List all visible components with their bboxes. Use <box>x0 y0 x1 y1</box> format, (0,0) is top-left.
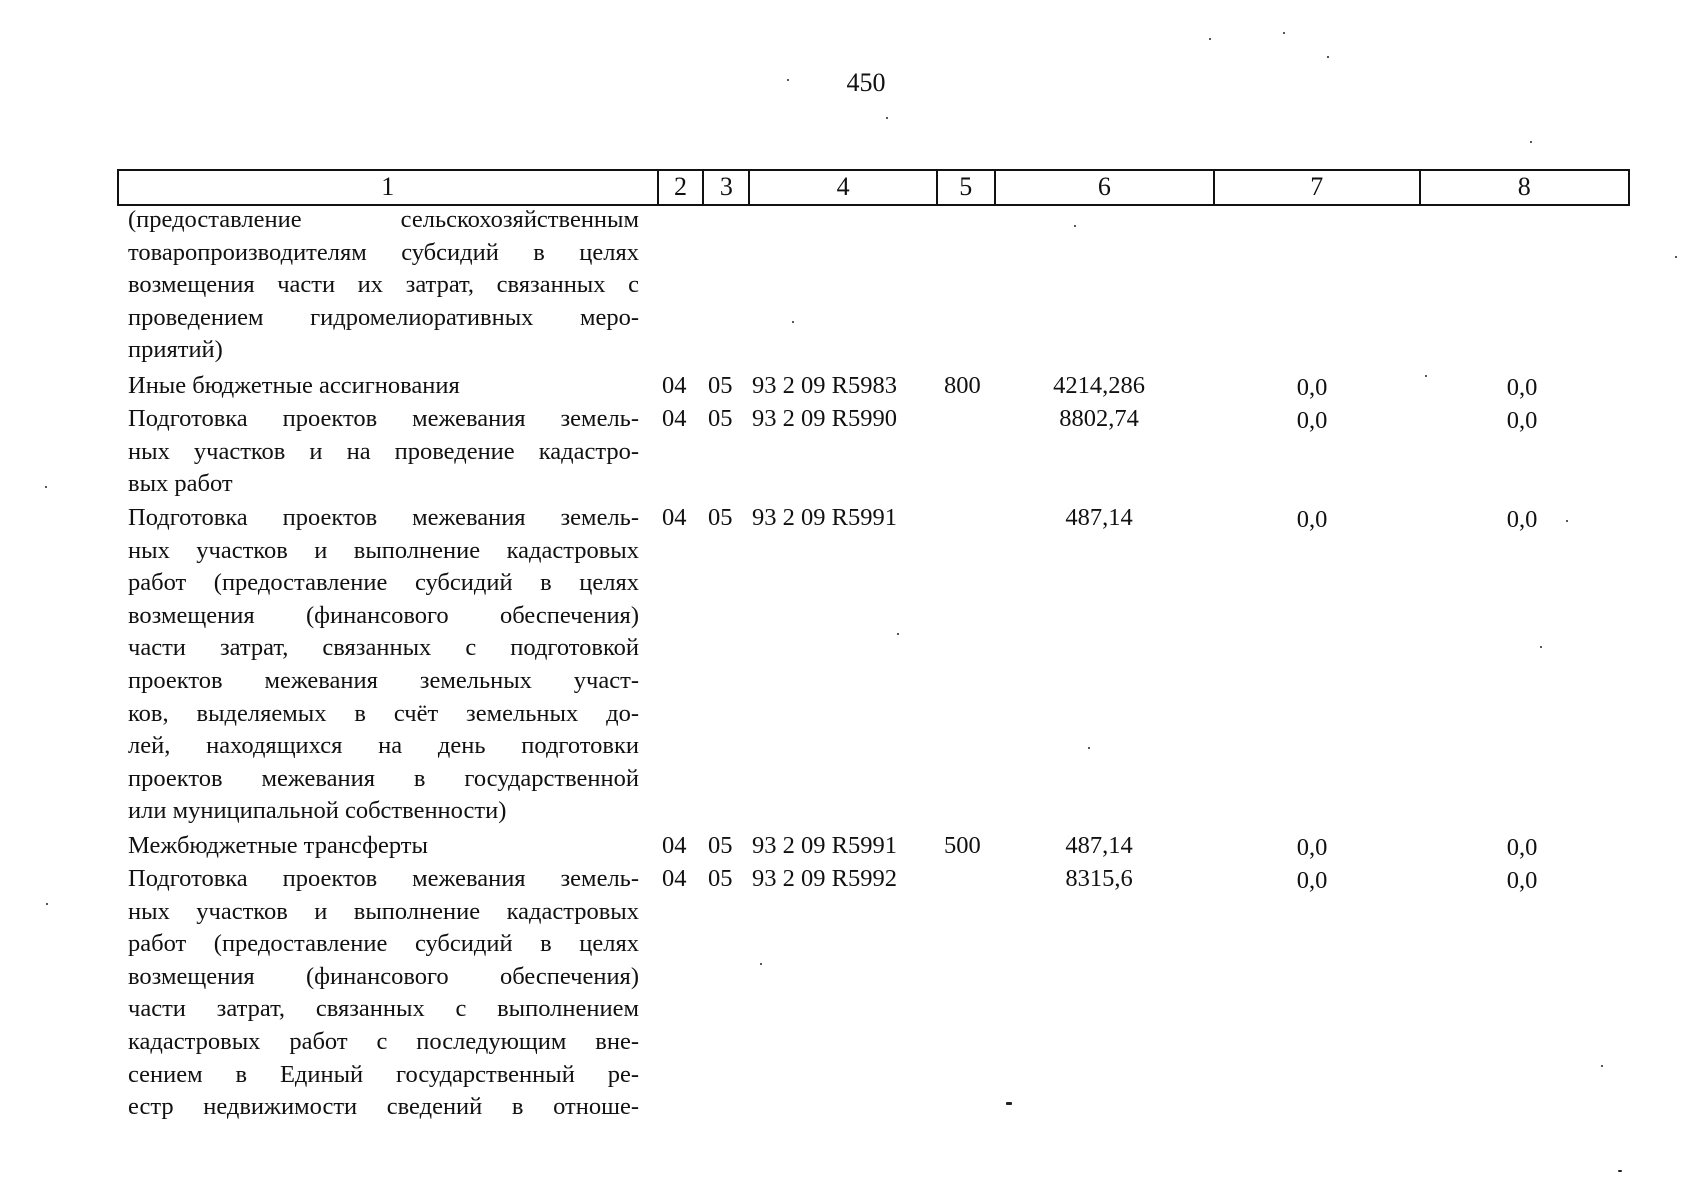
scan-speck <box>886 117 888 119</box>
description-line: естр недвижимости сведений в отноше- <box>128 1093 639 1121</box>
cell-subsection: 05 <box>708 372 733 399</box>
cell-target-code: 93 2 09 R5991 <box>752 832 897 859</box>
cell-amount-2: 0,0 <box>1296 834 1328 861</box>
column-header-6: 6 <box>996 171 1215 204</box>
description-line: ков, выделяемых в счёт земельных до- <box>128 699 639 727</box>
description-line: сением в Единый государственный ре- <box>128 1060 639 1088</box>
cell-subsection: 05 <box>708 504 733 531</box>
cell-amount-2: 0,0 <box>1296 374 1328 401</box>
cell-section: 04 <box>662 405 687 432</box>
scan-speck <box>1006 1102 1012 1105</box>
scan-speck <box>1540 646 1542 648</box>
description-line: проектов межевания в государственной <box>128 764 639 792</box>
cell-amount-3: 0,0 <box>1506 374 1538 401</box>
scan-speck <box>1088 747 1090 749</box>
cell-subsection: 05 <box>708 832 733 859</box>
description-line: возмещения (финансового обеспечения) <box>128 601 639 629</box>
description-line: Подготовка проектов межевания земель- <box>128 865 639 892</box>
description-line: части затрат, связанных с подготовкой <box>128 634 639 662</box>
cell-amount-2: 0,0 <box>1296 867 1328 894</box>
column-header-8: 8 <box>1517 172 1531 201</box>
description-line: лей, находящихся на день подготовки <box>128 732 639 760</box>
scan-speck <box>760 963 762 965</box>
cell-amount: 8802,74 <box>1059 405 1139 432</box>
description-line: (предоставление сельскохозяйственным <box>128 206 639 233</box>
cell-amount-3: 0,0 <box>1506 867 1538 894</box>
scan-speck <box>1675 256 1677 258</box>
cell-section: 04 <box>662 865 687 892</box>
cell-amount: 487,14 <box>1065 832 1133 859</box>
cell-target-code: 93 2 09 R5990 <box>752 405 897 432</box>
description-line: проектов межевания земельных участ- <box>128 666 639 694</box>
description-line: кадастровых работ с последующим вне- <box>128 1027 639 1055</box>
column-header-1: 1 <box>119 171 659 204</box>
description-line: работ (предоставление субсидий в целях <box>128 569 639 597</box>
table-row-description <box>128 403 639 501</box>
cell-amount: 4214,286 <box>1053 372 1145 399</box>
cell-amount-3: 0,0 <box>1506 834 1538 861</box>
description-line: вых работ <box>128 470 233 498</box>
column-header-2: 2 <box>659 171 705 204</box>
description-line: ных участков и выполнение кадастровых <box>128 897 639 925</box>
description-line: возмещения части их затрат, связанных с <box>128 271 639 299</box>
scan-speck <box>1327 56 1329 58</box>
scan-speck <box>1618 1170 1622 1172</box>
scan-speck <box>897 633 899 635</box>
scan-speck <box>792 321 794 323</box>
table-row-description <box>128 204 639 367</box>
description-line: проведением гидромелиоративных меро- <box>128 303 639 331</box>
cell-subsection: 05 <box>708 405 733 432</box>
cell-amount-3: 0,0 <box>1506 506 1538 533</box>
description-line: Иные бюджетные ассигнования <box>128 372 460 399</box>
page-number: 450 <box>846 68 886 97</box>
table-row-description <box>128 370 639 403</box>
description-line: Подготовка проектов межевания земель- <box>128 504 639 531</box>
cell-target-code: 93 2 09 R5992 <box>752 865 897 892</box>
description-line: приятий) <box>128 336 223 364</box>
table-row-description <box>128 830 639 863</box>
cell-amount: 487,14 <box>1065 504 1133 531</box>
cell-section: 04 <box>662 372 687 399</box>
cell-section: 04 <box>662 832 687 859</box>
scan-speck <box>787 79 789 81</box>
description-line: Межбюджетные трансферты <box>128 832 428 859</box>
scan-speck <box>46 903 48 905</box>
cell-section: 04 <box>662 504 687 531</box>
cell-target-code: 93 2 09 R5983 <box>752 372 897 399</box>
description-line: Подготовка проектов межевания земель- <box>128 405 639 432</box>
table-header <box>117 169 1630 206</box>
scan-speck <box>1209 38 1211 40</box>
description-line: возмещения (финансового обеспечения) <box>128 962 639 990</box>
column-header-7: 7 <box>1215 171 1420 204</box>
scan-speck <box>1425 375 1427 377</box>
description-line: товаропроизводителям субсидий в целях <box>128 238 639 266</box>
scan-speck <box>1283 32 1285 34</box>
column-header-3: 3 <box>704 171 750 204</box>
scan-speck <box>45 486 47 488</box>
table-row-description <box>128 863 639 1124</box>
cell-target-code: 93 2 09 R5991 <box>752 504 897 531</box>
table-row-description <box>128 502 639 828</box>
description-line: части затрат, связанных с выполнением <box>128 995 639 1023</box>
description-line: работ (предоставление субсидий в целях <box>128 930 639 958</box>
cell-subsection: 05 <box>708 865 733 892</box>
cell-amount: 8315,6 <box>1065 865 1133 892</box>
description-line: ных участков и на проведение кадастро- <box>128 437 639 465</box>
scan-speck <box>1566 520 1568 522</box>
cell-amount-2: 0,0 <box>1296 407 1328 434</box>
cell-expense-type: 800 <box>944 372 981 399</box>
description-line: или муниципальной собственности) <box>128 797 507 825</box>
scan-speck <box>1601 1065 1603 1067</box>
scan-speck <box>1530 141 1532 143</box>
column-header-5: 5 <box>938 171 996 204</box>
column-header-4: 4 <box>750 171 938 204</box>
cell-expense-type: 500 <box>944 832 981 859</box>
scan-speck <box>1074 225 1076 227</box>
cell-amount-3: 0,0 <box>1506 407 1538 434</box>
description-line: ных участков и выполнение кадастровых <box>128 536 639 564</box>
cell-amount-2: 0,0 <box>1296 506 1328 533</box>
